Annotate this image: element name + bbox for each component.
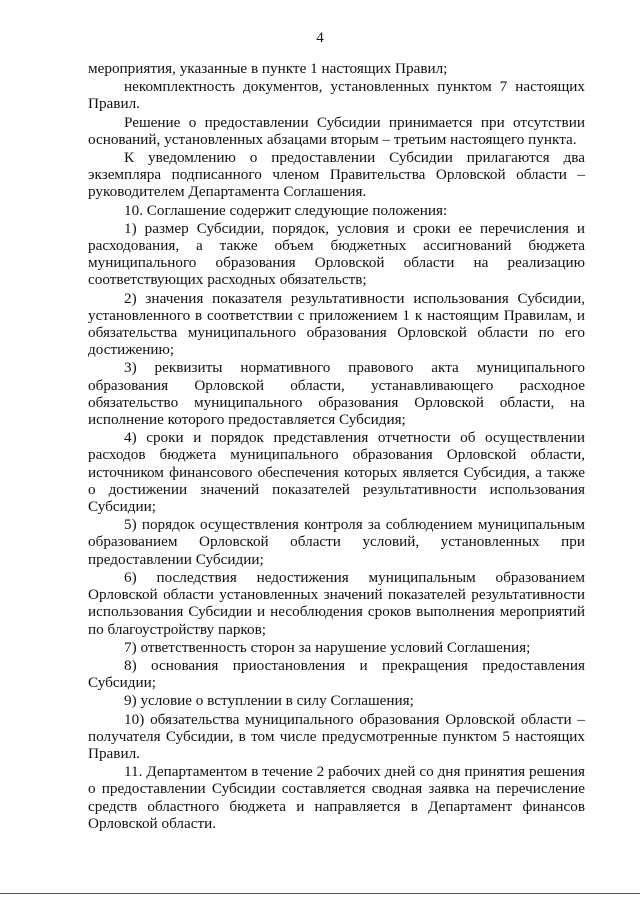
paragraph: К уведомлению о предоставлении Субсидии прилагаются два экземпляра подписанного членом Правительства Орловской области – руководителем Департамента Соглашения. bbox=[88, 149, 585, 201]
list-item: 7) ответственность сторон за нарушение условий Соглашения; bbox=[124, 638, 531, 656]
list-item: 10) обязательства муниципального образования Орловской области – получателя Субсидии, в том числе предусмотренные пунктом 5 настоящих Правил. bbox=[88, 710, 585, 762]
list-item: 1) размер Субсидии, порядок, условия и сроки ее перечисления и расходования, а также объем бюджетных ассигнований бюджета муниципального образования Орловской области на реализацию соответствующих расходных обязательств; bbox=[88, 219, 585, 289]
paragraph: некомплектность документов, установленных пунктом 7 настоящих Правил. bbox=[88, 78, 585, 113]
list-item: 6) последствия недостижения муниципальным образованием Орловской области установленных значений показателей результативности использования Субсидии и несоблюдения сроков выполнения мероприятий по благоустройству парков; bbox=[88, 568, 585, 638]
list-item: 5) порядок осуществления контроля за соблюдением муниципальным образованием Орловской области условий, установленных при предоставлении Субсидии; bbox=[88, 516, 585, 568]
page-number: 4 bbox=[316, 30, 324, 46]
paragraph: мероприятия, указанные в пункте 1 настоящих Правил; bbox=[88, 60, 448, 77]
paragraph: Решение о предоставлении Субсидии принимается при отсутствии оснований, установленных абзацами вторым – третьим настоящего пункта. bbox=[88, 113, 585, 148]
document-body bbox=[88, 60, 585, 832]
list-item: 8) основания приостановления и прекращения предоставления Субсидии; bbox=[88, 656, 585, 692]
paragraph: 11. Департаментом в течение 2 рабочих дней со дня принятия решения о предоставлении Субсидии составляется сводная заявка на перечисление средств областного бюджета и направляется в Департамент финансов Орловской области. bbox=[88, 763, 585, 832]
paragraph: 10. Соглашение содержит следующие положения: bbox=[124, 201, 448, 219]
list-item: 4) сроки и порядок представления отчетности об осуществлении расходов бюджета муниципального образования Орловской области, источником финансового обеспечения которых является Субсидия, а также о достижении значений показателей результативности использования Субсидии; bbox=[88, 429, 585, 516]
list-item: 9) условие о вступлении в силу Соглашения; bbox=[124, 692, 414, 710]
scan-edge-line bbox=[0, 893, 640, 894]
list-item: 2) значения показателя результативности использования Субсидии, установленного в соответствии с приложением 1 к настоящим Правилам, и обязательства муниципального образования Орловской области по его достижению; bbox=[88, 289, 585, 359]
list-item: 3) реквизиты нормативного правового акта муниципального образования Орловской области, устанавливающего расходное обязательство муниципального образования Орловской области, на исполнение которого предоставляется Субсидия; bbox=[88, 359, 585, 429]
